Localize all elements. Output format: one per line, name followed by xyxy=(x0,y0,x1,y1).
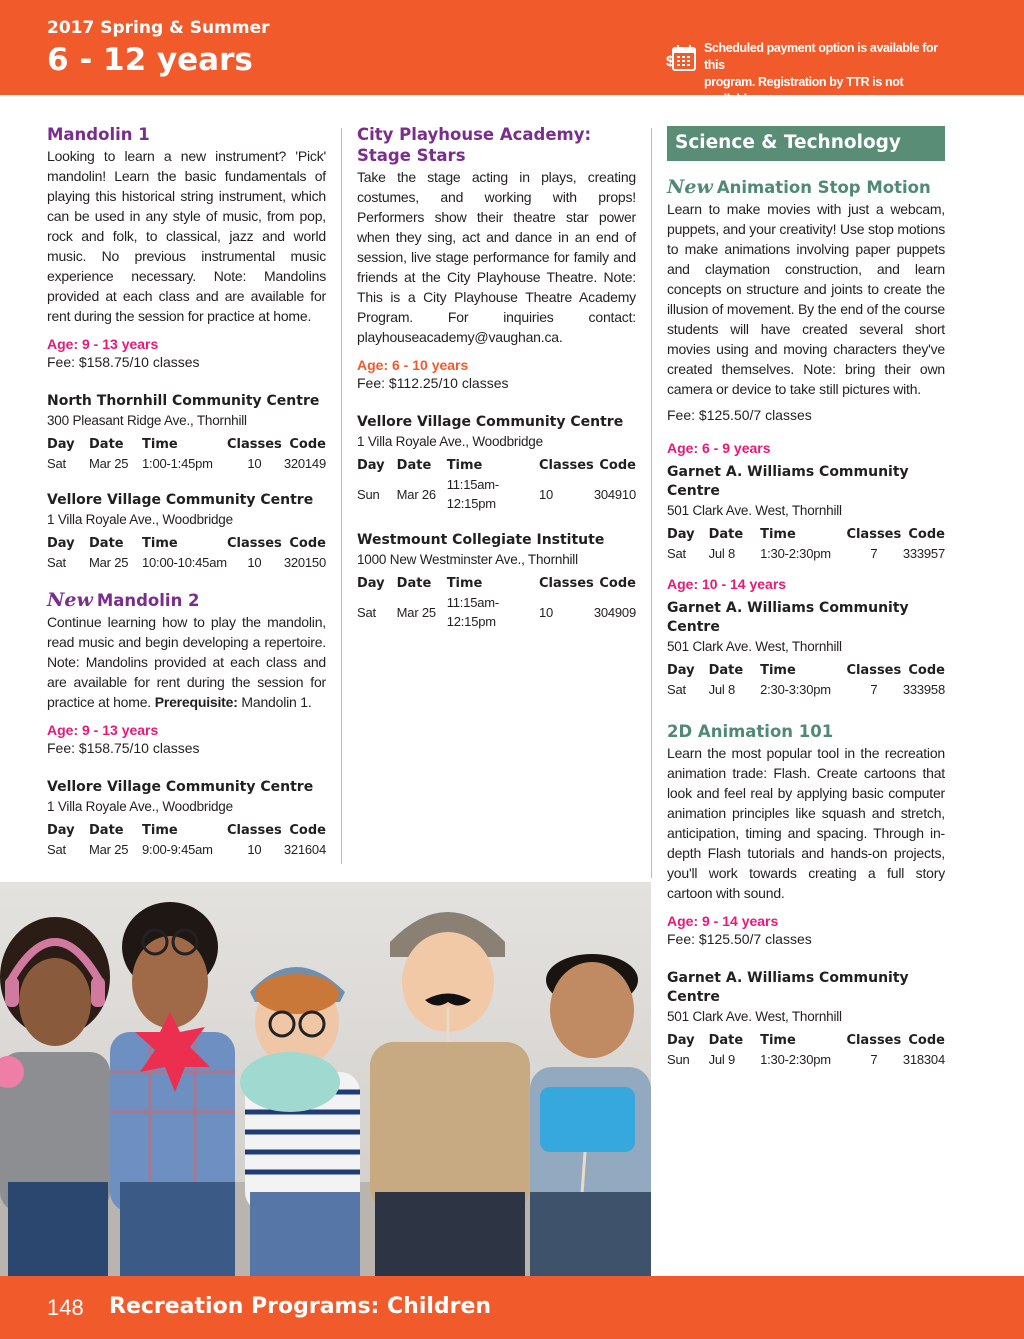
age-label: Age: 6 - 10 years xyxy=(357,357,469,373)
svg-text:$: $ xyxy=(666,53,675,70)
location-address: 1 Villa Royale Ave., Woodbridge xyxy=(47,799,233,814)
new-badge: New xyxy=(667,176,713,198)
page-number: 148 xyxy=(47,1295,84,1320)
age-label: Age: 6 - 9 years xyxy=(667,440,771,456)
fee-label: Fee: $125.50/7 classes xyxy=(667,407,812,423)
table-row: Sat Mar 25 9:00-9:45am 10 321604 xyxy=(47,842,326,857)
course-title-mandolin-2: New Mandolin 2 xyxy=(47,589,200,611)
table-row: Sat Mar 25 10:00-10:45am 10 320150 xyxy=(47,555,326,570)
footer-bar xyxy=(0,1276,1024,1339)
column-3 xyxy=(667,124,945,1069)
location-name: North Thornhill Community Centre xyxy=(47,393,320,409)
location-block xyxy=(667,463,945,563)
schedule-table: Day Date Time Classes Code Sat Jul 8 2:30-3:30pm 7 333958 xyxy=(667,663,945,697)
schedule-table: Day Date Time Classes Code Sat Mar 25 11:15am-12:15pm 10 304909 xyxy=(357,576,636,629)
course-description: Looking to learn a new instrument? 'Pick' mandolin! Learn the basic fundamentals of playing this historical string instrument, which can be used in any style of music, from pop, rock and folk, to classical, jazz and world music. No previous instrumental music experience necessary. Note: Mandolins provided at each class and are available for rent during the session for practice at home. xyxy=(47,148,326,324)
children-photo-illustration xyxy=(0,882,651,1276)
location-address: 1 Villa Royale Ave., Woodbridge xyxy=(47,512,233,527)
course-title-stop-motion: New Animation Stop Motion xyxy=(667,176,931,198)
location-block xyxy=(357,531,636,631)
schedule-table: Day Date Time Classes Code Sat Mar 25 9:00-9:45am 10 321604 xyxy=(47,823,326,857)
child-figure xyxy=(110,902,235,1276)
age-label: Age: 10 - 14 years xyxy=(667,576,787,592)
location-address: 1000 New Westminster Ave., Thornhill xyxy=(357,552,578,567)
location-block xyxy=(667,969,945,1069)
age-label: Age: 9 - 13 years xyxy=(47,336,159,352)
header-bar xyxy=(0,0,1024,106)
fee-label: Fee: $158.75/10 classes xyxy=(47,354,200,370)
location-address: 1 Villa Royale Ave., Woodbridge xyxy=(357,434,543,449)
course-title-2d-animation: 2D Animation 101 xyxy=(667,722,834,741)
table-row: Sun Mar 26 11:15am-12:15pm 10 304910 xyxy=(357,477,636,511)
column-1 xyxy=(47,124,326,859)
column-divider xyxy=(651,128,652,878)
location-address: 501 Clark Ave. West, Thornhill xyxy=(667,503,842,518)
payment-note: Scheduled payment option is available for this program. Registration by TTR is not available. xyxy=(704,41,938,106)
footer-title: Recreation Programs: Children xyxy=(109,1294,492,1319)
course-title-playhouse: City Playhouse Academy: Stage Stars xyxy=(357,125,592,165)
fee-label: Fee: $125.50/7 classes xyxy=(667,931,812,947)
age-label: Age: 9 - 14 years xyxy=(667,913,779,929)
location-name: Vellore Village Community Centre xyxy=(357,414,624,430)
age-label: Age: 9 - 13 years xyxy=(47,722,159,738)
location-address: 501 Clark Ave. West, Thornhill xyxy=(667,639,842,654)
schedule-table: Day Date Time Classes Code Sun Jul 9 1:30-2:30pm 7 318304 xyxy=(667,1033,945,1067)
location-name: Garnet A. Williams Community Centre xyxy=(667,464,909,499)
fee-label: Fee: $158.75/10 classes xyxy=(47,740,200,756)
location-block xyxy=(47,778,326,859)
table-row: Sat Mar 25 11:15am-12:15pm 10 304909 xyxy=(357,595,636,629)
section-header-science-technology: Science & Technology xyxy=(667,126,945,161)
course-description: Learn to make movies with just a webcam, puppets, and your creativity! Use stop motions to make animations involving paper puppets and claymation construction, and learn concepts on structure and joints to create the illusion of movement. By the end of the course students will have created several short movies using and moving characters they've created themselves. Note: bring their own camera or device to take still pictures with. xyxy=(667,201,945,397)
location-name: Westmount Collegiate Institute xyxy=(357,532,605,548)
payment-calendar-icon xyxy=(666,44,696,72)
course-description: Continue learning how to play the mandolin, read music and begin developing a repertoire. Note: Mandolins provided at each class and are available for rent during the session for practice at home. Prerequisite: Mandolin 1. xyxy=(47,614,326,710)
course-description: Take the stage acting in plays, creating costumes, and working with props! Performers show their theatre star power when they sing, act and dance in an end of session, live stage performance for family and friends at the City Playhouse Theatre. Note: This is a City Playhouse Theatre Academy Program. For inquiries contact: playhouseacademy@vaughan.ca. xyxy=(357,169,636,345)
location-block xyxy=(47,491,326,572)
schedule-table: Day Date Time Classes Code Sat Mar 25 1:00-1:45pm 10 320149 xyxy=(47,437,326,471)
table-row: Sun Jul 9 1:30-2:30pm 7 318304 xyxy=(667,1052,945,1067)
location-name: Vellore Village Community Centre xyxy=(47,492,314,508)
children-photo xyxy=(0,882,651,1276)
schedule-table: Day Date Time Classes Code Sun Mar 26 11:15am-12:15pm 10 304910 xyxy=(357,458,636,511)
location-name: Vellore Village Community Centre xyxy=(47,779,314,795)
column-divider xyxy=(341,128,342,864)
age-range-title: 6 - 12 years xyxy=(47,42,253,78)
location-address: 501 Clark Ave. West, Thornhill xyxy=(667,1009,842,1024)
child-figure xyxy=(0,917,110,1276)
fee-label: Fee: $112.25/10 classes xyxy=(357,375,509,391)
table-row: Sat Mar 25 1:00-1:45pm 10 320149 xyxy=(47,456,326,471)
location-name: Garnet A. Williams Community Centre xyxy=(667,970,909,1005)
location-block xyxy=(357,413,636,513)
location-block xyxy=(47,392,326,473)
location-name: Garnet A. Williams Community Centre xyxy=(667,600,909,635)
location-address: 300 Pleasant Ridge Ave., Thornhill xyxy=(47,413,247,428)
table-row: Sat Jul 8 1:30-2:30pm 7 333957 xyxy=(667,546,945,561)
new-badge: New xyxy=(47,589,93,611)
schedule-table: Day Date Time Classes Code Sat Mar 25 10:00-10:45am 10 320150 xyxy=(47,536,326,570)
column-2 xyxy=(357,124,636,631)
course-description: Learn the most popular tool in the recreation animation trade: Flash. Create cartoons that look and feel real by applying basic computer animation principles like squash and stretch, anticipation, timing and spacing. Through in-depth Flash tutorials and hands-on projects, you'll work towards creating a full story cartoon with sound. xyxy=(667,745,945,901)
location-block xyxy=(667,599,945,699)
schedule-table: Day Date Time Classes Code Sat Jul 8 1:30-2:30pm 7 333957 xyxy=(667,527,945,561)
course-title-mandolin-1: Mandolin 1 xyxy=(47,125,150,144)
season-label: 2017 Spring & Summer xyxy=(47,18,270,38)
table-row: Sat Jul 8 2:30-3:30pm 7 333958 xyxy=(667,682,945,697)
